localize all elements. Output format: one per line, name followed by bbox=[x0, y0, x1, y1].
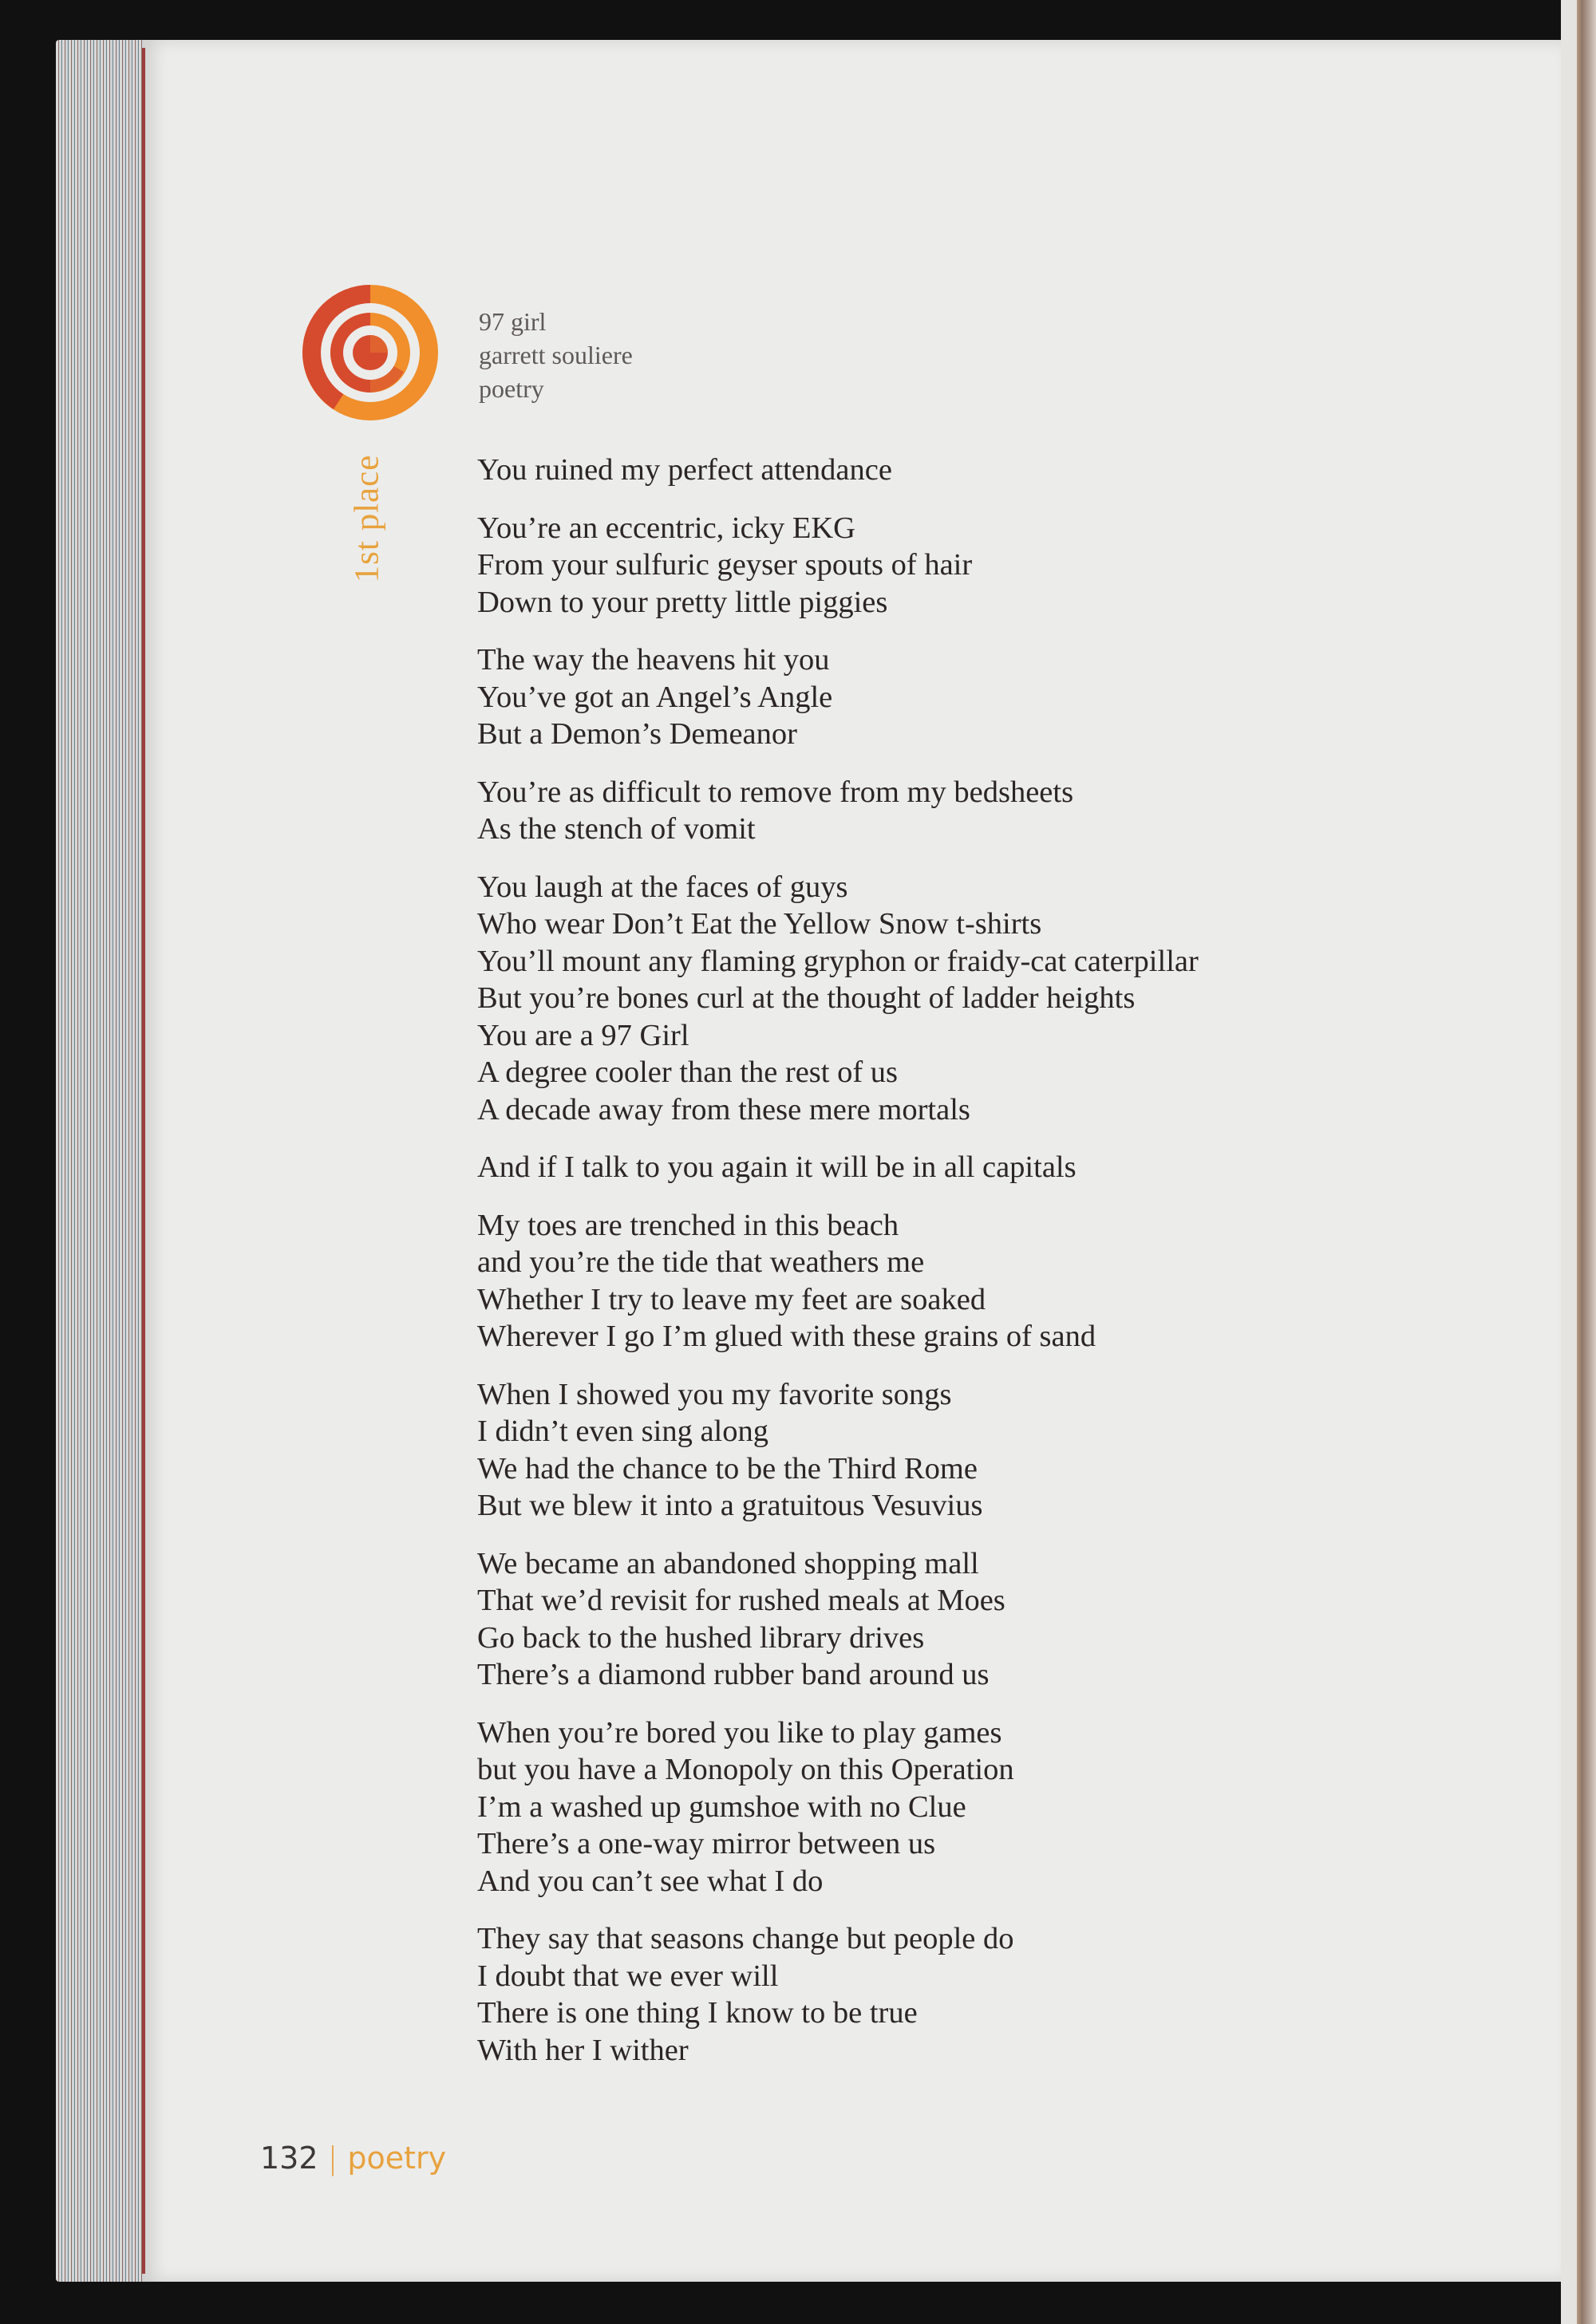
poem-line: I didn’t even sing along bbox=[477, 1415, 768, 1448]
poem-line: But you’re bones curl at the thought of ladder heights bbox=[477, 981, 1136, 1015]
poem-line: From your sulfuric geyser spouts of hair bbox=[477, 548, 973, 582]
poem-line: but you have a Monopoly on this Operation bbox=[477, 1753, 1014, 1786]
poem-line: You laugh at the faces of guys bbox=[477, 870, 848, 904]
poem-line: You’re an eccentric, icky EKG bbox=[477, 511, 855, 545]
poem-line: But a Demon’s Demeanor bbox=[477, 717, 797, 751]
poem-line: There’s a diamond rubber band around us bbox=[477, 1658, 990, 1691]
poem-line: A decade away from these mere mortals bbox=[477, 1092, 970, 1126]
rank-label: 1st place bbox=[348, 454, 386, 583]
poem-line: A degree cooler than the rest of us bbox=[477, 1055, 899, 1089]
poem-line: They say that seasons change but people do bbox=[477, 1922, 1014, 1955]
poem-line: and you’re the tide that weathers me bbox=[477, 1245, 925, 1279]
poem-body bbox=[477, 452, 1531, 2089]
poem-stanza bbox=[477, 1207, 1531, 1355]
footer-section-label: poetry bbox=[347, 2141, 447, 2176]
poem-line: Go back to the hushed library drives bbox=[477, 1620, 925, 1655]
poem-stanza bbox=[477, 1920, 1531, 2069]
poem-title: 97 girl bbox=[479, 307, 547, 336]
footer-separator: | bbox=[327, 2141, 338, 2176]
poem-line: As the stench of vomit bbox=[477, 812, 756, 846]
poem-stanza bbox=[477, 1714, 1531, 1900]
poem-line: With her I wither bbox=[477, 2033, 689, 2067]
poem-stanza bbox=[477, 452, 1531, 489]
poem-line: You’ll mount any flaming gryphon or fraidy-cat caterpillar bbox=[477, 944, 1199, 978]
poem-stanza bbox=[477, 510, 1531, 621]
poem-stanza bbox=[477, 1149, 1531, 1186]
poem-line: And you can’t see what I do bbox=[477, 1864, 824, 1898]
poem-line: My toes are trenched in this beach bbox=[477, 1208, 899, 1242]
poem-stanza bbox=[477, 869, 1531, 1129]
bullseye-target-icon bbox=[302, 284, 439, 421]
poem-line: I’m a washed up gumshoe with no Clue bbox=[477, 1789, 966, 1824]
poem-line: Down to your pretty little piggies bbox=[477, 585, 888, 619]
poem-line: But we blew it into a gratuitous Vesuvius bbox=[477, 1489, 983, 1522]
poem-line: The way the heavens hit you bbox=[477, 643, 830, 677]
poem-stanza bbox=[477, 641, 1531, 753]
poem-author: garrett souliere bbox=[479, 341, 633, 369]
poem-stanza bbox=[477, 1545, 1531, 1694]
adjacent-page-edge bbox=[1561, 0, 1596, 2324]
poem-line: We had the chance to be the Third Rome bbox=[477, 1451, 978, 1486]
poem-line: And if I talk to you again it will be in all capitals bbox=[477, 1150, 1077, 1184]
poem-line: I doubt that we ever will bbox=[477, 1959, 779, 1993]
poem-line: When you’re bored you like to play games bbox=[477, 1715, 1002, 1750]
book-page-edges bbox=[56, 40, 152, 2282]
poem-line: You’ve got an Angel’s Angle bbox=[477, 680, 833, 714]
poem-category: poetry bbox=[479, 374, 544, 403]
poem-stanza bbox=[477, 1376, 1531, 1525]
poem-line: When I showed you my favorite songs bbox=[477, 1377, 952, 1411]
poem-line: We became an abandoned shopping mall bbox=[477, 1546, 979, 1580]
poem-line: You are a 97 Girl bbox=[477, 1018, 689, 1052]
page-gutter bbox=[142, 48, 145, 2274]
page-number: 132 bbox=[260, 2141, 318, 2176]
poem-line: You ruined my perfect attendance bbox=[477, 453, 892, 487]
poem-meta bbox=[479, 305, 633, 405]
poem-line: That we’d revisit for rushed meals at Moes bbox=[477, 1584, 1005, 1617]
poem-line: You’re as difficult to remove from my bedsheets bbox=[477, 775, 1074, 809]
poem-line: Whether I try to leave my feet are soaked bbox=[477, 1282, 986, 1316]
poem-line: There is one thing I know to be true bbox=[477, 1996, 918, 2030]
poem-line: There’s a one-way mirror between us bbox=[477, 1827, 936, 1860]
poem-stanza bbox=[477, 774, 1531, 848]
poem-line: Wherever I go I’m glued with these grains of sand bbox=[477, 1320, 1096, 1353]
page-footer bbox=[260, 2141, 446, 2176]
poem-line: Who wear Don’t Eat the Yellow Snow t-shirts bbox=[477, 907, 1042, 941]
